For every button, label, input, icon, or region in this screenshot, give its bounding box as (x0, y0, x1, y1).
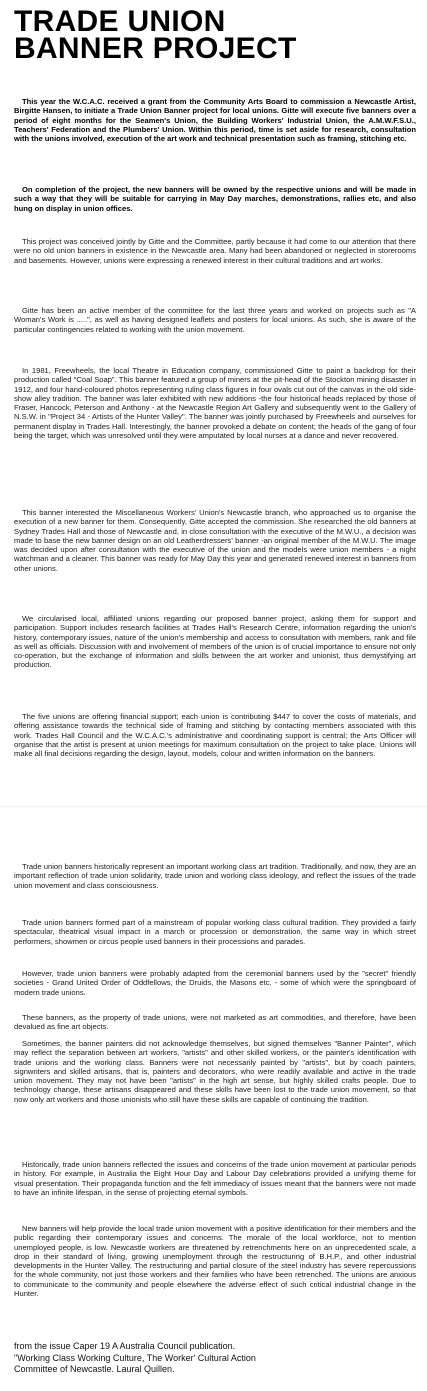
body-paragraph-5: In 1981, Freewheels, the local Theatre in Education company, commissioned Gitte to paint a backdrop for their production called "Coal Soap". This banner featured a group of miners at the pit-head of the Stockton mining disaster in 1912, and four hand-coloured photos representing ruling class figures in four ovals cut out of the canvas in the old side-show alley tradition. The banner was later exhibited with new additions -the four historical heads replaced by those of Fraser, Hancock, Peterson and Anthony - at the Newcastle Region Art Gallery and subsequently went to the Gallery of N.S.W. in "Project 34 - Artists of the Hunter Valley". The banner was jointly purchased by Freewheels and ourselves for permanent display in Trades Hall. Interestingly, the banner provoked a debate on content; the heads of the gang of four being the target, which was unresolved until they were amputated by local nurses at a dance and never recovered. (14, 366, 416, 441)
body-paragraph-3: This project was conceived jointly by Gitte and the Committee, partly because it had come to our attention that there were no old union banners in existence in the Newcastle area. Many had been abandoned or neglected in storerooms and basements. However, unions were expressing a renewed interest in their cultural traditions and art works. (14, 237, 416, 265)
body-paragraph-13: Sometimes, the banner painters did not acknowledge themselves, but signed themselves "Banner Painter", which may reflect the separation between art workers, "artists" and other skilled workers, or the painter's identification with trade unions and the working class. Banners were not necessarily painted by "artists", but by coach painters, signwriters and skilled artisans, that is, painters and decorators, who were readily available and active in the trade union movement. They may not have been "artists" in the high art sense, but highly skilled crafts people. Due to technology change, these artisans disappeared and these skills have been lost to the trade union movement, so that now only art workers and those unionists who still have these skills are capable of continuing the tradition. (14, 1039, 416, 1104)
source-citation (14, 1341, 414, 1376)
body-paragraph-14: Historically, trade union banners reflected the issues and concerns of the trade union movement at particular periods in history. For example, in Australia the Eight Hour Day and Labour Day celebrations provided a unifying theme for visual presentation. Their propaganda function and the felt immediacy of issues meant that the banners were not made to have an infinite lifespan, in the sense of projecting eternal symbols. (14, 1160, 416, 1197)
body-paragraph-11: However, trade union banners were probably adapted from the ceremonial banners used by the "secret" friendly societies - Grand United Order of Oddfellows, the Druids, the Masons etc. - some of which were the springboard of modern trade unions. (14, 969, 416, 997)
body-paragraph-6: This banner interested the Miscellaneous Workers' Union's Newcastle branch, who approached us to organise the execution of a new banner for them. Consequently, Gitte accepted the commission. She researched the old banners at Sydney Trades Hall and those of Newcastle and, in close consultation with the executive of the M.W.U., a decision was made to base the new banner design on an old Leatherdressers' banner -an original member of the M.W.U. The image was decided upon after consultation with the executive of the union and the models were union members - a night watchman and a cleaner. This banner was ready for May Day this year and generated renewed interest in banners from other unions. (14, 508, 416, 573)
article-title (14, 5, 414, 65)
intro-paragraph-2: On completion of the project, the new banners will be owned by the respective unions and will be made in such a way that they will be suitable for carrying in May Day marches, demonstrations, rallies etc, and also hung on display in union offices. (14, 185, 416, 213)
body-paragraph-15: New banners will help provide the local trade union movement with a positive identification for their members and the public regarding their contemporary issues and concerns. The morale of the local workforce, not to mention unemployed people, is low. Newcastle workers are threatened by retrenchments here on an unprecedented scale, a drop in their standard of living, growing unemployment through the restructuring of B.H.P., and other industrial developments in the Hunter Valley. The restructuring and partial closure of the steel industry has severe repercussions for the whole community, not just those workers and their families who have been retrenched. The unions are anxious to communicate to the community and people elsewhere the adverse effect of such critical industrial change in the Hunter. (14, 1224, 416, 1299)
body-paragraph-4: Gitte has been an active member of the committee for the last three years and worked on projects such as "A Woman's Work is .....", as well as having designed leaflets and posters for local unions. As such, she is aware of the particular contingencies related to working with the union movement. (14, 306, 416, 334)
body-paragraph-12: These banners, as the property of trade unions, were not marketed as art commodities, and therefore, have been devalued as fine art objects. (14, 1013, 416, 1032)
body-paragraph-8: The five unions are offering financial support; each union is contributing $447 to cover the costs of materials, and offering assistance towards the technical side of framing and stitching by contacting members associated with this work. Trades Hall Council and the W.C.A.C.'s administrative and coordinating support is central; the Arts Officer will organise that the artist is present at union meetings for maximum consultation on the project to take place. Unions will make all final decisions regarding the design, layout, models, colour and written information on the banners. (14, 712, 416, 759)
title-line-2: BANNER PROJECT (14, 32, 297, 65)
title-line-1: TRADE UNION (14, 5, 226, 38)
body-paragraph-7: We circularised local, affiliated unions regarding our proposed banner project, asking them for support and participation. Support includes research facilities at Trades Hall's Research Centre, information regarding the union's history, contemporary issues, nature of the union's membership and access to consultation with members, rank and file as well as officials. Discussion with and involvement of members of the union is of crucial importance to ensure not only co-operation, but the exchange of information and skills between the art worker and unionist, thus demystifying art production. (14, 614, 416, 670)
citation-line-2: "Working Class Working Culture, The Worker' Cultural Action (14, 1352, 256, 1363)
citation-line-1: from the issue Caper 19 A Australia Council publication. (14, 1341, 236, 1351)
intro-paragraph-1: This year the W.C.A.C. received a grant from the Community Arts Board to commission a Newcastle Artist, Birgitte Hansen, to initiate a Trade Union Banner project for local unions. Gitte will execute five banners over a period of eight months for the Seamen's Union, the Building Workers' Industrial Union, the A.M.W.F.S.U., Teachers' Federation and the Plumbers' Union. Within this period, time is set aside for research, consultation with the unions involved, execution of the art work and technical presentation such as framing, stitching etc. (14, 97, 416, 144)
body-paragraph-9: Trade union banners historically represent an important working class art tradition. Traditionally, and now, they are an important reflection of trade union solidarity, trade union and working class ideology, and reflect the issues of the trade union movement and class consciousness. (14, 862, 416, 890)
citation-line-3: Committee of Newcastle. Laural Quillen. (14, 1364, 175, 1374)
section-divider (0, 806, 427, 807)
body-paragraph-10: Trade union banners formed part of a mainstream of popular working class cultural tradition. They provided a fairly spectacular, theatrical visual impact in a march or procession or demonstration, the same way in which street performers, showmen or circus people used banners in their processions and parades. (14, 918, 416, 946)
